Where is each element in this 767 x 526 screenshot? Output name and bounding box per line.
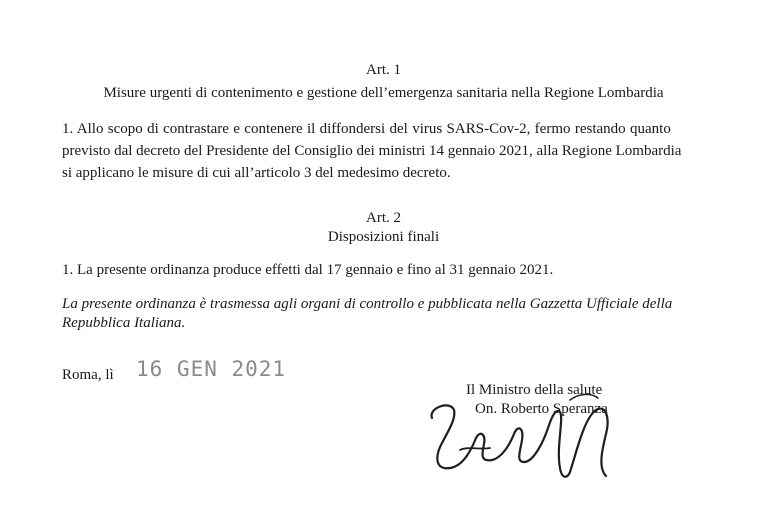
art1-heading: Art. 1 — [366, 62, 401, 78]
art1-paragraph-line-3: si applicano le misure di cui all’articolo 3 del medesimo decreto. — [62, 165, 451, 181]
date-place: Roma, lì — [62, 367, 114, 383]
closing-line-1: La presente ordinanza è trasmessa agli organi di controllo e pubblicata nella Gazzetta Ufficiale della — [62, 296, 673, 312]
art2-heading: Art. 2 — [366, 210, 401, 226]
art1-paragraph-line-1: 1. Allo scopo di contrastare e contenere il diffondersi del virus SARS-Cov-2, fermo restando quanto — [62, 121, 671, 137]
art1-paragraph-line-2: previsto dal decreto del Presidente del Consiglio dei ministri 14 gennaio 2021, alla Regione Lombardia — [62, 143, 682, 159]
art1-title: Misure urgenti di contenimento e gestione dell’emergenza sanitaria nella Regione Lombardia — [103, 85, 664, 101]
art2-paragraph: 1. La presente ordinanza produce effetti dal 17 gennaio e fino al 31 gennaio 2021. — [62, 262, 554, 278]
signatory-name: On. Roberto Speranza — [475, 401, 608, 417]
signatory-role: Il Ministro della salute — [466, 382, 603, 398]
handwritten-signature — [420, 388, 640, 498]
art2-title: Disposizioni finali — [327, 229, 440, 245]
closing-line-2: Repubblica Italiana. — [62, 315, 186, 331]
date-stamp: 16 GEN 2021 — [136, 357, 287, 381]
